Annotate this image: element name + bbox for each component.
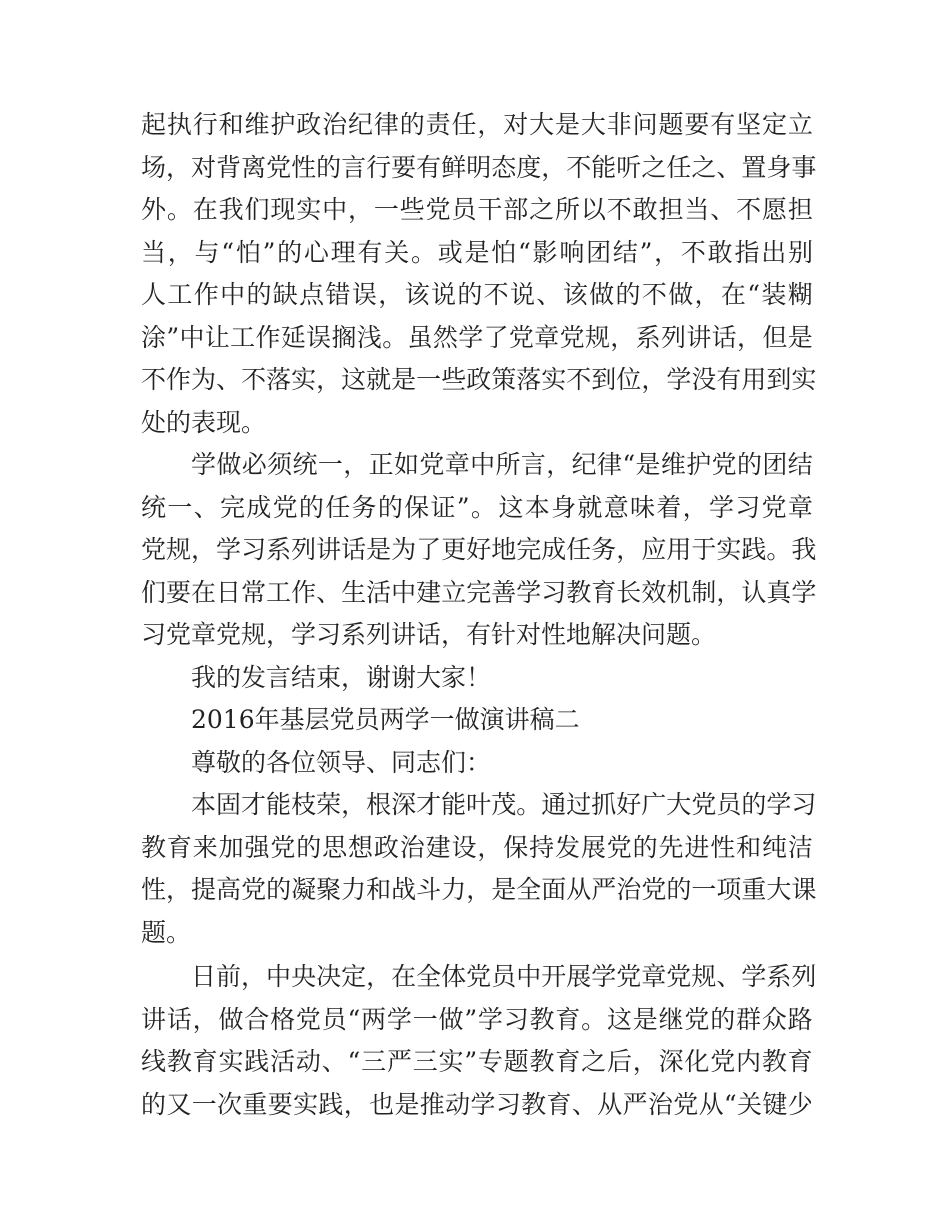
- text-line: 2016年基层党员两学一做演讲稿二: [191, 705, 580, 734]
- text-line: 党 规 ， 学 习 系 列 讲 话 是 为 了 更 好 地 完 成 任 务 ， 应 用 于 实 践 。 我: [141, 535, 817, 564]
- paragraph-6: [141, 784, 817, 954]
- paragraph-7: [141, 956, 817, 1126]
- paragraph-1: [141, 104, 817, 444]
- text-line: 性 ， 提 高 党 的 凝 聚 力 和 战 斗 力 ， 是 全 面 从 严 治 党 的 一 项 重 大 课: [141, 875, 817, 904]
- text-line: 日 前 ， 中 央 决 定 ， 在 全 体 党 员 中 开 展 学 党 章 党 规 、 学 系 列: [191, 962, 817, 991]
- text-line: 涂 ” 中 让 工 作 延 误 搁 浅 。 虽 然 学 了 党 章 党 规 ， 系 列 讲 话 ， 但 是: [141, 322, 813, 352]
- text-line: 们 要 在 日 常 工 作 、 生 活 中 建 立 完 善 学 习 教 育 长 效 机 制 ， 认 真 学: [141, 577, 817, 607]
- text-line: 外 。 在 我 们 现 实 中 ， 一 些 党 员 干 部 之 所 以 不 敢 担 当 、 不 愿 担: [141, 195, 813, 224]
- text-line: 处的表现。: [141, 407, 267, 437]
- text-line: 人 工 作 中 的 缺 点 错 误 ， 该 说 的 不 说 、 该 做 的 不 做 ， 在 “ 装 糊: [141, 280, 813, 309]
- text-line: 场 ， 对 背 离 党 性 的 言 行 要 有 鲜 明 态 度 ， 不 能 听 之 任 之 、 置 身 事: [141, 152, 817, 182]
- document-page: [141, 104, 817, 1126]
- text-line: 统 一 、 完 成 党 的 任 务 的 保 证 ” 。 这 本 身 就 意 味 着 ， 学 习 党 章: [141, 492, 813, 522]
- paragraph-2: [141, 444, 817, 657]
- paragraph-closing: [141, 657, 813, 700]
- text-line: 我的发言结束，谢谢大家！: [191, 662, 492, 692]
- text-line: 学 做 必 须 统 一 ， 正 如 党 章 中 所 言 ， 纪 律 “ 是 维 护 党 的 团 结: [191, 450, 813, 479]
- text-line: 本 固 才 能 枝 荣 ， 根 深 才 能 叶 茂 。 通 过 抓 好 广 大 党 员 的 学 习: [191, 790, 817, 819]
- text-line: 题。: [141, 917, 192, 947]
- text-line: 尊敬的各位领导、同志们：: [191, 747, 492, 777]
- text-line: 线 教 育 实 践 活 动 、 “ 三 严 三 实 ” 专 题 教 育 之 后 ， 深 化 党 内 教 育: [141, 1047, 813, 1076]
- text-line: 教 育 来 加 强 党 的 思 想 政 治 建 设 ， 保 持 发 展 党 的 先 进 性 和 纯 洁: [141, 832, 813, 862]
- text-line: 起 执 行 和 维 护 政 治 纪 律 的 责 任 ， 对 大 是 大 非 问 题 要 有 坚 定 立: [141, 110, 813, 139]
- text-line: 的 又 一 次 重 要 实 践 ， 也 是 推 动 学 习 教 育 、 从 严 治 党 从 “ 关 键 少: [141, 1089, 813, 1119]
- text-line: 不 作 为 、 不 落 实 ， 这 就 是 一 些 政 策 落 实 不 到 位 ， 学 没 有 用 到 实: [141, 365, 817, 394]
- text-line: 习党章党规，学习系列讲话，有针对性地解决问题。: [141, 620, 717, 649]
- text-line: 讲 话 ， 做 合 格 党 员 “ 两 学 一 做 ” 学 习 教 育 。 这 是 继 党 的 群 众 路: [141, 1004, 813, 1034]
- text-line: 当 ， 与 “ 怕 ” 的 心 理 有 关 。 或 是 怕 “ 影 响 团 结 ” ， 不 敢 指 出 别: [141, 237, 813, 267]
- section-heading: [141, 699, 813, 742]
- salutation: [141, 742, 813, 785]
